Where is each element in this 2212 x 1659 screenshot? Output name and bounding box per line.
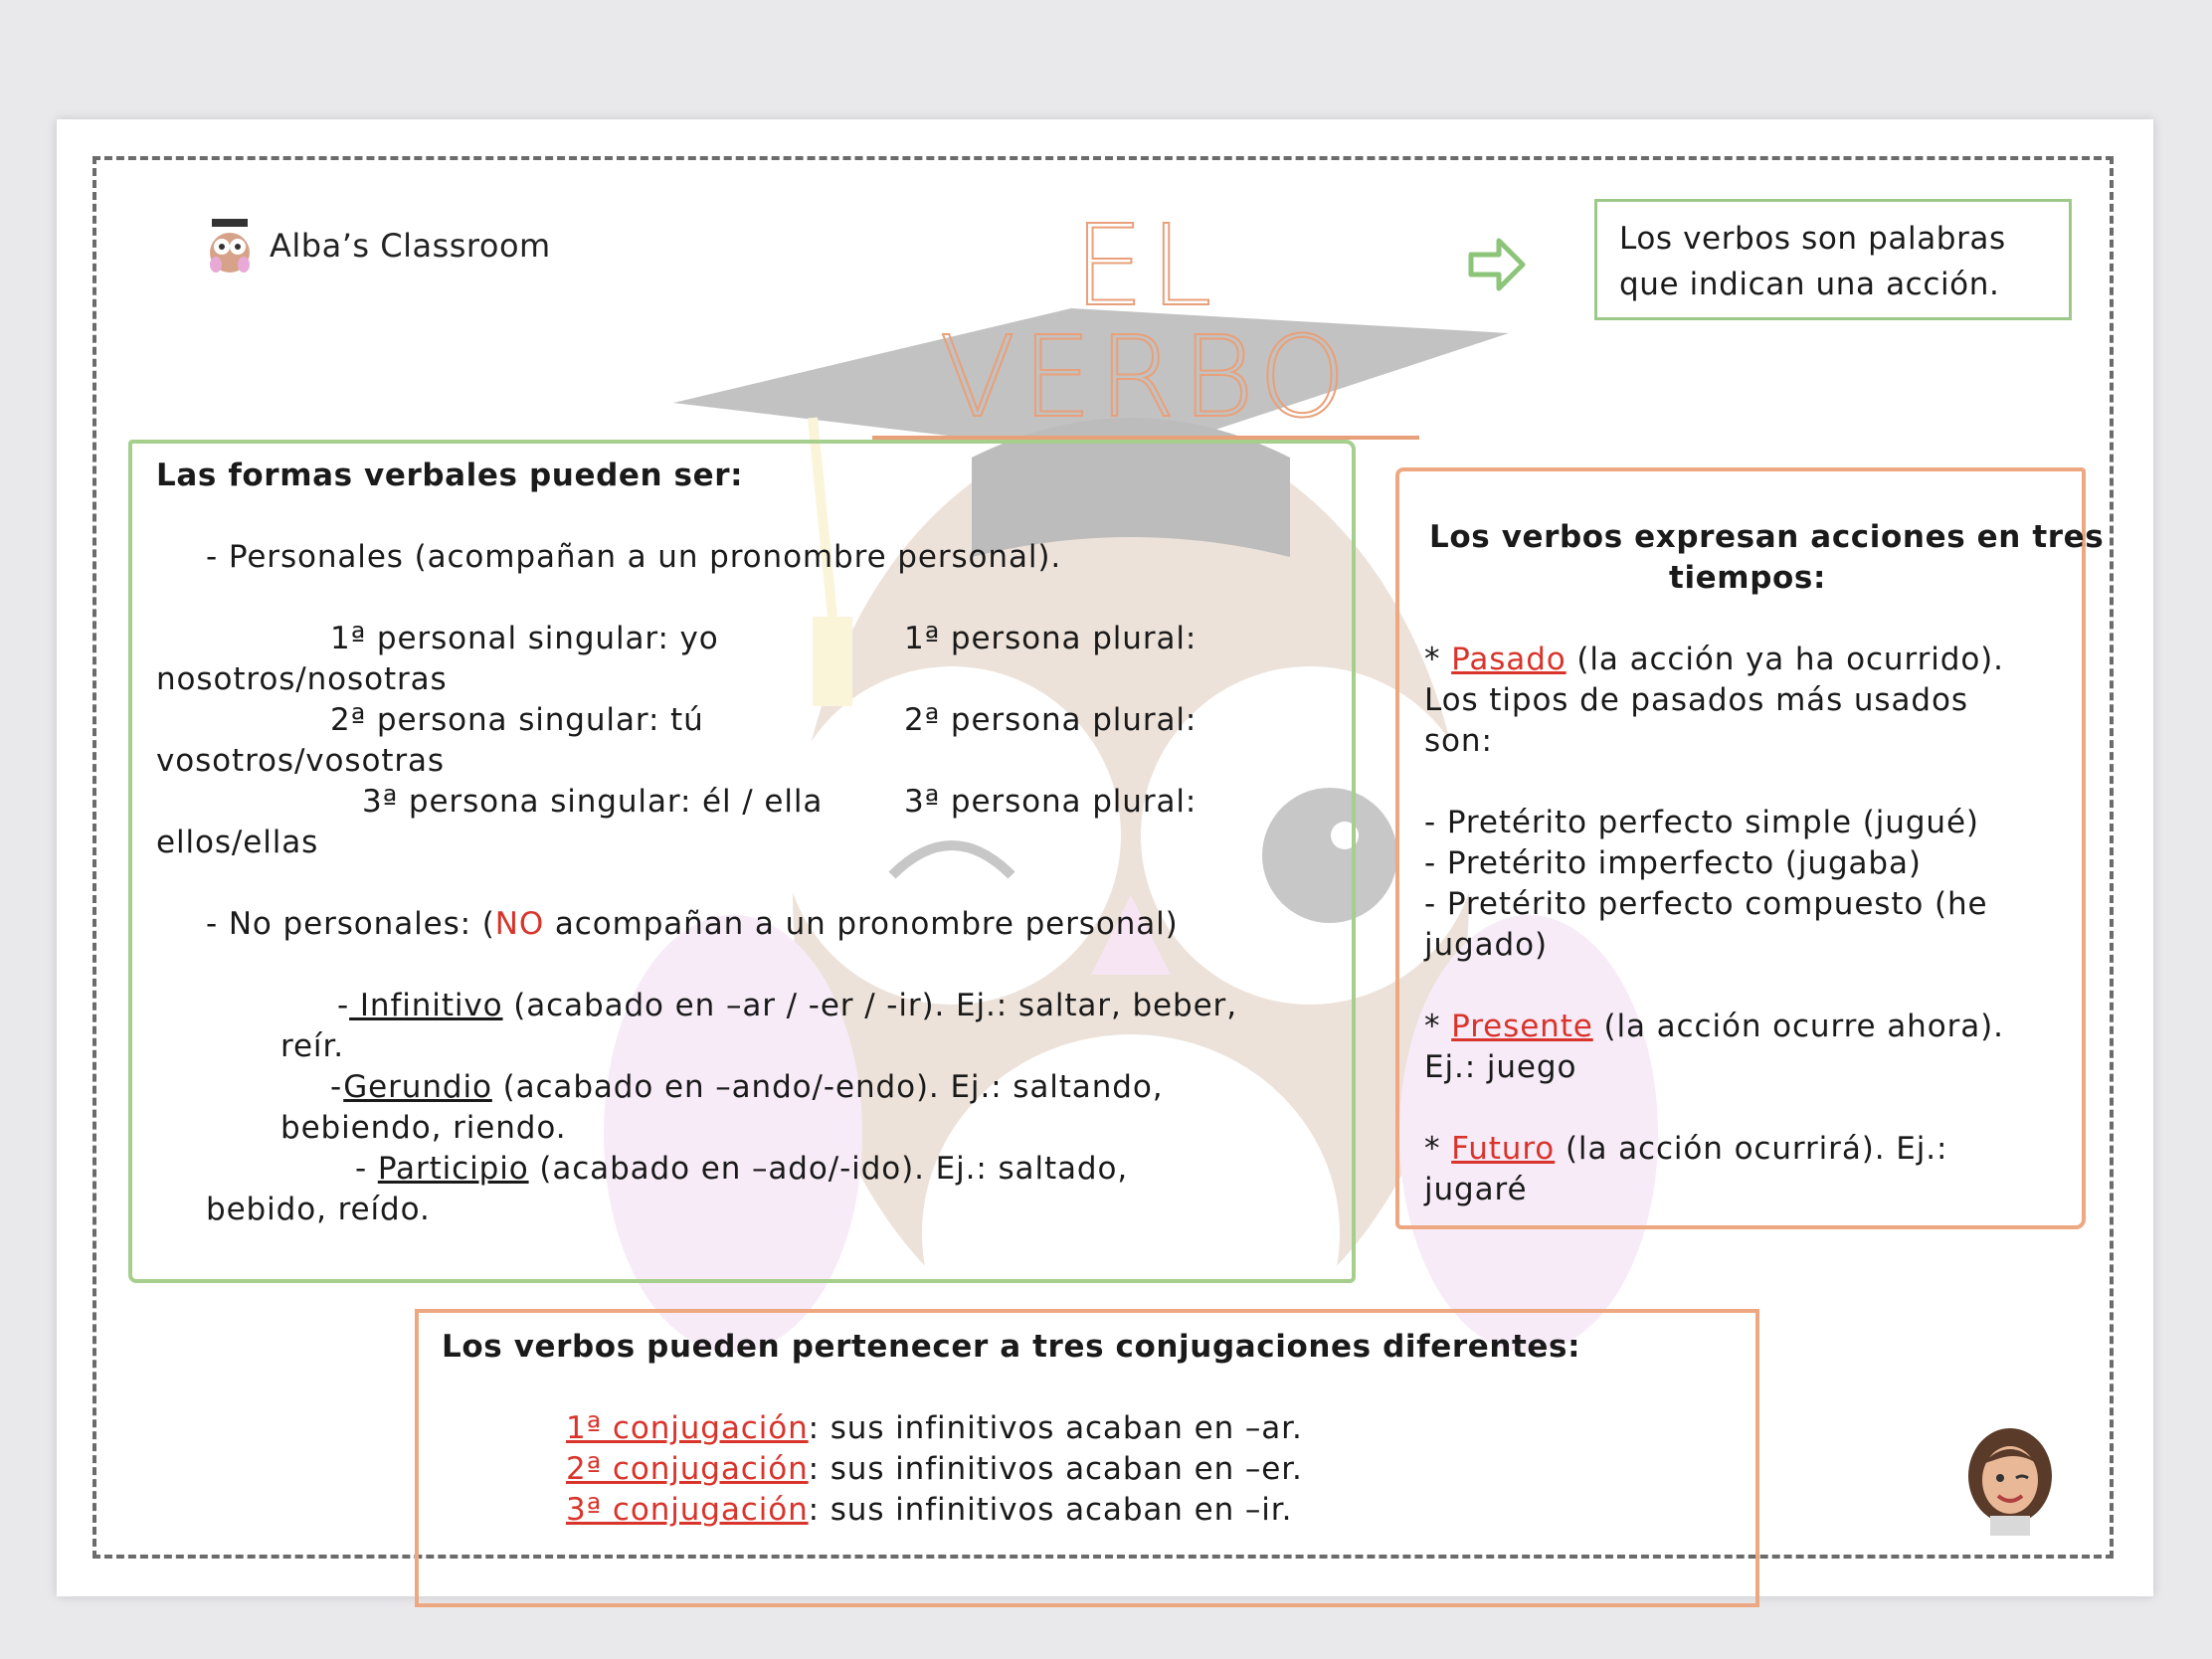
gerundio-text: (acabado en –ando/-endo). Ej.: saltando, [491,1069,1164,1105]
presente-text: (la acción ocurre ahora). [1592,1009,2004,1044]
pasado-line-2: Los tipos de pasados más usados [1424,682,1968,718]
p2-plural: 2ª persona plural: [904,702,1198,738]
owl-logo-icon [204,217,256,275]
preterito-3-cont: jugado) [1424,927,1548,963]
participio-line [355,1149,1128,1190]
participio-dash: - [355,1151,378,1187]
pasado-line [1424,640,2004,680]
infinitivo-dash: - [337,988,350,1023]
participio-text: (acabado en –ado/-ido). Ej.: saltado, [528,1151,1129,1187]
definition-box [1594,199,2072,320]
gerundio-label: Gerundio [343,1069,492,1105]
pasado-label: Pasado [1451,642,1567,677]
logo-text: Alba’s Classroom [270,227,551,265]
gerundio-line [330,1067,1163,1108]
conjugacion-3-text: : sus infinitivos acaban en –ir. [808,1492,1293,1528]
no-personales-pre: - No personales: ( [206,906,495,942]
p3-plural: 3ª persona plural: [904,784,1198,820]
conjugacion-2-text: : sus infinitivos acaban en –er. [808,1451,1303,1487]
infinitivo-line [337,986,1237,1026]
infinitivo-label: Infinitivo [349,988,503,1023]
futuro-label: Futuro [1451,1131,1556,1167]
conjugacion-2-label: 2ª conjugación [566,1451,809,1487]
conjugacion-3 [566,1490,1292,1531]
p3-plural-cont: ellos/ellas [156,825,319,860]
conjugaciones-heading: Los verbos pueden pertenecer a tres conjugaciones diferentes: [442,1329,1581,1365]
conjugacion-1 [566,1408,1303,1449]
page-title: EL VERBO [872,211,1419,440]
pasado-star: * [1424,642,1452,677]
presente-ej: Ej.: juego [1424,1049,1577,1085]
preterito-3: - Pretérito perfecto compuesto (he [1424,886,1988,922]
futuro-ej: jugaré [1424,1172,1528,1207]
avatar-icon [1960,1424,2060,1536]
futuro-line [1424,1129,1947,1170]
personales-label: - Personales (acompañan a un pronombre personal). [206,539,1062,575]
conjugacion-3-label: 3ª conjugación [566,1492,809,1528]
conjugacion-1-text: : sus infinitivos acaban en –ar. [808,1410,1303,1446]
pasado-line-3: son: [1424,723,1493,759]
conjugacion-1-label: 1ª conjugación [566,1410,809,1446]
no-personales-post: acompañan a un pronombre personal) [544,906,1179,942]
tiempos-heading-1: Los verbos expresan acciones en tres [1429,519,2105,555]
tiempos-heading-2: tiempos: [1669,560,1826,596]
p1-singular: 1ª personal singular: yo [330,621,719,656]
participio-label: Participio [377,1151,529,1187]
participio-cont: bebido, reído. [206,1192,431,1227]
conjugacion-2 [566,1449,1303,1490]
logo [204,217,551,275]
presente-line [1424,1007,2004,1047]
infinitivo-cont: reír. [280,1028,345,1064]
p3-singular: 3ª persona singular: él / ella [362,784,824,820]
futuro-text: (la acción ocurrirá). Ej.: [1555,1131,1948,1167]
worksheet-page [57,119,2153,1596]
p2-singular: 2ª persona singular: tú [330,702,704,738]
gerundio-cont: bebiendo, riendo. [280,1110,567,1146]
pasado-text: (la acción ya ha ocurrido). [1566,642,2004,677]
no-personales-label [206,904,1179,945]
preterito-1: - Pretérito perfecto simple (jugué) [1424,805,1979,840]
infinitivo-text: (acabado en –ar / -er / -ir). Ej.: saltar, beber, [502,988,1237,1023]
gerundio-dash: - [330,1069,344,1105]
futuro-star: * [1424,1131,1452,1167]
presente-star: * [1424,1009,1452,1044]
p2-plural-cont: vosotros/vosotras [156,743,445,779]
no-highlight: NO [494,906,545,942]
p1-plural: 1ª persona plural: [904,621,1198,656]
p1-plural-cont: nosotros/nosotras [156,661,448,697]
formas-heading: Las formas verbales pueden ser: [156,458,744,493]
preterito-2: - Pretérito imperfecto (jugaba) [1424,845,1922,881]
definition-line: Los verbos son palabras [1619,221,2006,257]
definition-line: que indican una acción. [1619,267,2000,302]
presente-label: Presente [1451,1009,1593,1044]
arrow-right-icon [1467,237,1527,292]
